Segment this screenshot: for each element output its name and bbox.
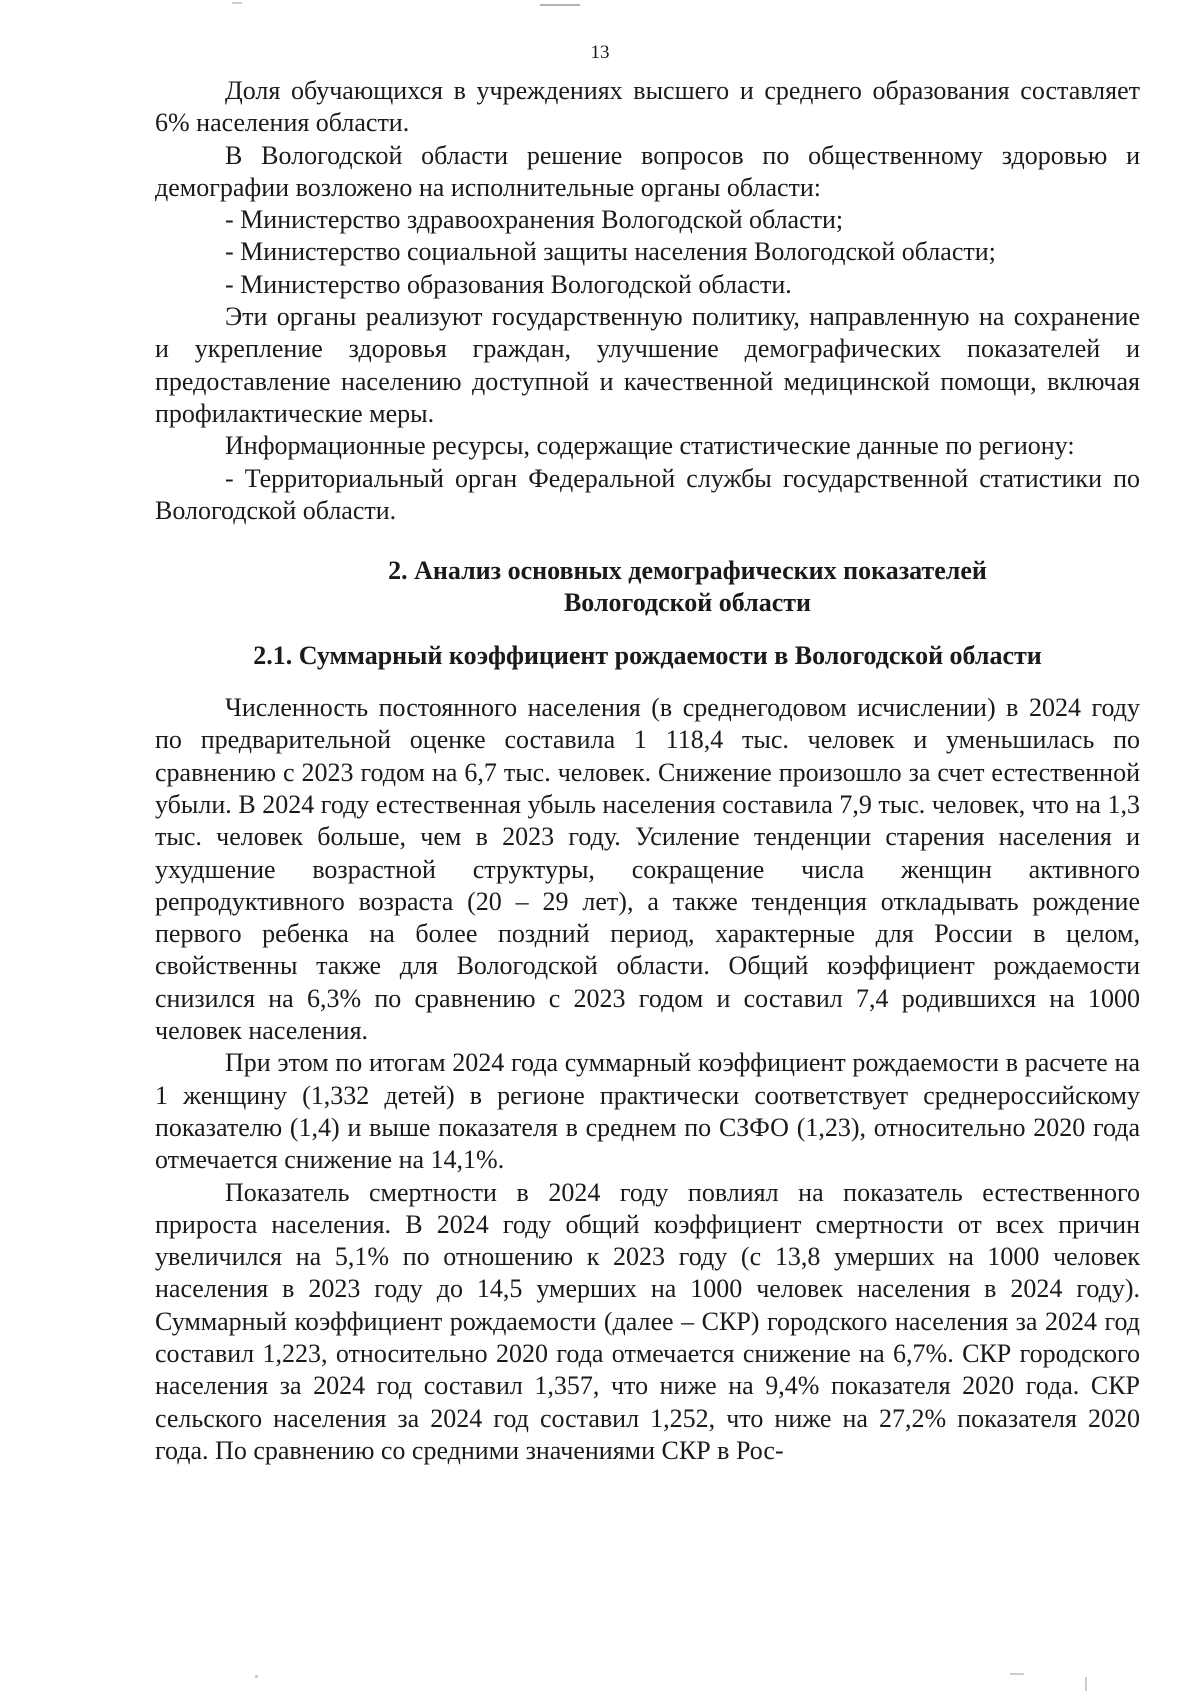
document-body [155, 75, 1140, 1467]
section-title [155, 555, 1140, 620]
ministry-item: - Министерство здравоохранения Вологодской области; [225, 205, 844, 235]
page-number: 13 [590, 42, 610, 63]
scan-speck [255, 1675, 258, 1678]
scan-speck [1085, 1677, 1087, 1691]
subsection-title: 2.1. Суммарный коэффициент рождаемости в Вологодской области [253, 640, 1042, 670]
section-title-line: 2. Анализ основных демографических показателей [388, 556, 987, 586]
paragraph-population: Численность постоянного населения (в среднегодовом исчислении) в 2024 году по предварительной оценке составила 1 118,4 тыс. человек и уменьшилась по сравнению с 2023 годом на 6,7 тыс. человек. Снижение произошло за счет естественной убыли. В 2024 году естественная убыль населения составила 7,9 тыс. человек, что на 1,3 тыс. человек больше, чем в 2023 году. Усиление тенденции старения населения и ухудшение возрастной структуры, сокращение числа женщин активного репродуктивного возраста (20 – 29 лет), а также тенденция откладывать рождение первого ребенка на более поздний период, характерные для России в целом, свойственны также для Вологодской области. Общий коэффициент рождаемости снизился на 6,3% по сравнению с 2023 годом и составил 7,4 родившихся на 1000 человек населения. [155, 693, 1140, 1046]
ministry-item: - Министерство образования Вологодской области. [225, 269, 792, 299]
paragraph-fertility-rate: При этом по итогам 2024 года суммарный коэффициент рождаемости в расчете на 1 женщину (1,332 детей) в регионе практически соответствует среднероссийскому показателю (1,4) и выше показателя в среднем по СЗФО (1,23), относительно 2020 года отмечается снижение на 14,1%. [155, 1048, 1140, 1175]
scan-mark [232, 0, 242, 4]
scan-footer-marks [0, 1667, 1200, 1697]
paragraph-resources: Информационные ресурсы, содержащие статистические данные по региону: [225, 431, 1075, 461]
scan-mark [540, 0, 580, 6]
paragraph-mortality: Показатель смертности в 2024 году повлиял на показатель естественного прироста населения. В 2024 году общий коэффициент смертности от всех причин увеличился на 5,1% по отношению к 2023 году (с 13,8 умерших на 1000 человек населения в 2023 году до 14,5 умерших на 1000 человек населения в 2024 году). Суммарный коэффициент рождаемости (далее – СКР) городского населения за 2024 год составил 1,223, относительно 2020 года отмечается снижение на 6,7%. СКР городского населения за 2024 год составил 1,357, что ниже на 9,4% показателя 2020 года. СКР сельского населения за 2024 год составил 1,252, что ниже на 27,2% показателя 2020 года. По сравнению со средними значениями СКР в Рос- [155, 1177, 1140, 1465]
section-title-line: Вологодской области [563, 588, 812, 618]
paragraph-policy: Эти органы реализуют государственную политику, направленную на сохранение и укрепление здоровья граждан, улучшение демографических показателей и предоставление населению доступной и качественной медицинской помощи, включая профилактические меры. [155, 302, 1140, 428]
paragraph-responsibility: В Вологодской области решение вопросов по общественному здоровью и демографии возложено на исполнительные органы области: [155, 140, 1140, 202]
scan-speck [1010, 1673, 1024, 1675]
resource-item: - Территориальный орган Федеральной службы государственной статистики по Вологодской области. [155, 463, 1140, 525]
ministry-item: - Министерство социальной защиты населения Вологодской области; [225, 237, 996, 267]
paragraph-students-share: Доля обучающихся в учреждениях высшего и среднего образования составляет 6% населения области. [155, 76, 1140, 138]
